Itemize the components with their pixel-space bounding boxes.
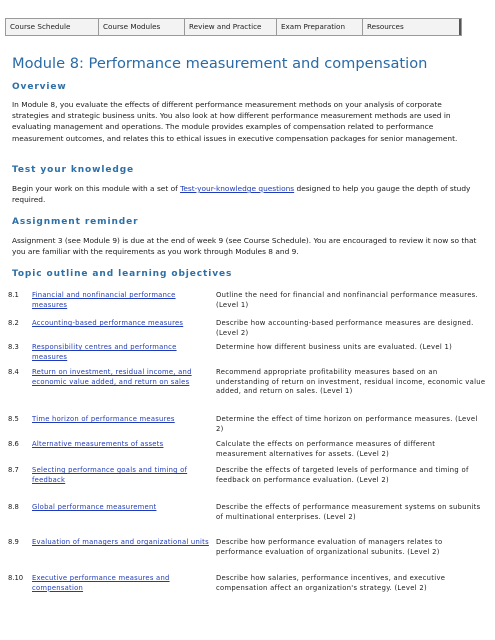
topic-link[interactable]: Time horizon of performance measures bbox=[32, 415, 175, 423]
topic-link[interactable]: Accounting-based performance measures bbox=[32, 319, 184, 327]
topic-number: 8.8 bbox=[8, 503, 19, 511]
topic-link[interactable]: Executive performance measures and compensation bbox=[32, 574, 170, 592]
nav-review-and-practice[interactable]: Review and Practice bbox=[185, 19, 277, 35]
topic-objective: Calculate the effects on performance measures of different measurement alternatives for assets. (Level 2) bbox=[216, 440, 436, 458]
topic-number: 8.9 bbox=[8, 538, 19, 546]
top-nav-bar bbox=[5, 18, 462, 36]
topic-objective: Describe the effects of targeted levels of performance and timing of feedback on performance evaluation. (Level 2) bbox=[216, 466, 469, 484]
topic-link[interactable]: Return on investment, residual income, and economic value added, and return on sales bbox=[32, 368, 192, 386]
topic-objective: Determine how different business units are evaluated. (Level 1) bbox=[216, 343, 453, 351]
topic-link[interactable]: Evaluation of managers and organizational units bbox=[32, 538, 209, 546]
assignment-reminder-text: Assignment 3 (see Module 9) is due at the end of week 9 (see Course Schedule). You are encouraged to review it now so that you are familiar with the requirements as you work through Modules 8 and 9. bbox=[12, 236, 477, 257]
topic-objective: Outline the need for financial and nonfinancial performance measures. (Level 1) bbox=[216, 291, 478, 309]
topic-objective: Describe the effects of performance measurement systems on subunits of multinational enterprises. (Level 2) bbox=[216, 503, 481, 521]
topic-number: 8.3 bbox=[8, 343, 19, 351]
topic-number: 8.10 bbox=[8, 574, 24, 582]
topic-number: 8.2 bbox=[8, 319, 19, 327]
topic-row bbox=[8, 574, 488, 614]
test-knowledge-text bbox=[12, 183, 477, 205]
topic-outline-heading: Topic outline and learning objectives bbox=[12, 269, 233, 279]
test-your-knowledge-link[interactable]: Test-your-knowledge questions bbox=[180, 184, 295, 193]
nav-course-schedule[interactable]: Course Schedule bbox=[6, 19, 99, 35]
topic-number: 8.6 bbox=[8, 440, 19, 448]
topic-number: 8.4 bbox=[8, 368, 19, 376]
nav-resources[interactable]: Resources bbox=[363, 19, 461, 35]
topic-objective: Describe how salaries, performance incentives, and executive compensation affect an organization's strategy. (Level 2) bbox=[216, 574, 446, 592]
topic-link[interactable]: Selecting performance goals and timing of feedback bbox=[32, 466, 188, 484]
nav-course-modules[interactable]: Course Modules bbox=[99, 19, 185, 35]
overview-text: In Module 8, you evaluate the effects of different performance measurement methods on your analysis of corporate strategies and strategic business units. You also look at how different performance measurement methods are used in evaluating management and operations. The module provides examples of compensation related to performance measurement outcomes, and relates this to ethical issues in executive compensation packages for senior management. bbox=[12, 100, 458, 143]
topic-objective: Determine the effect of time horizon on performance measures. (Level 2) bbox=[216, 415, 478, 433]
topic-objective: Describe how accounting-based performance measures are designed. (Level 2) bbox=[216, 319, 474, 337]
overview-heading: Overview bbox=[12, 82, 67, 92]
test-text-after: designed to help you gauge the depth of study required. bbox=[12, 184, 471, 205]
topic-number: 8.1 bbox=[8, 291, 19, 299]
topic-number: 8.7 bbox=[8, 466, 19, 474]
test-text-before: Begin your work on this module with a set of bbox=[12, 184, 181, 193]
nav-exam-preparation[interactable]: Exam Preparation bbox=[277, 19, 363, 35]
topic-link[interactable]: Responsibility centres and performance measures bbox=[32, 343, 177, 361]
page-title: Module 8: Performance measurement and compensation bbox=[12, 55, 428, 72]
topic-link[interactable]: Financial and nonfinancial performance measures bbox=[32, 291, 176, 309]
topic-row bbox=[8, 466, 488, 506]
topic-objective: Recommend appropriate profitability measures based on an understanding of return on investment, residual income, economic value added, and return on sales. (Level 1) bbox=[216, 368, 486, 396]
topic-row bbox=[8, 368, 488, 408]
topic-row bbox=[8, 503, 488, 543]
topic-objective: Describe how performance evaluation of managers relates to performance evaluation of organizational subunits. (Level 2) bbox=[216, 538, 443, 556]
topic-link[interactable]: Global performance measurement bbox=[32, 503, 157, 511]
topic-number: 8.5 bbox=[8, 415, 19, 423]
topic-row bbox=[8, 538, 488, 578]
topic-link[interactable]: Alternative measurements of assets bbox=[32, 440, 164, 448]
assignment-reminder-heading: Assignment reminder bbox=[12, 217, 139, 227]
test-knowledge-heading: Test your knowledge bbox=[12, 165, 135, 175]
